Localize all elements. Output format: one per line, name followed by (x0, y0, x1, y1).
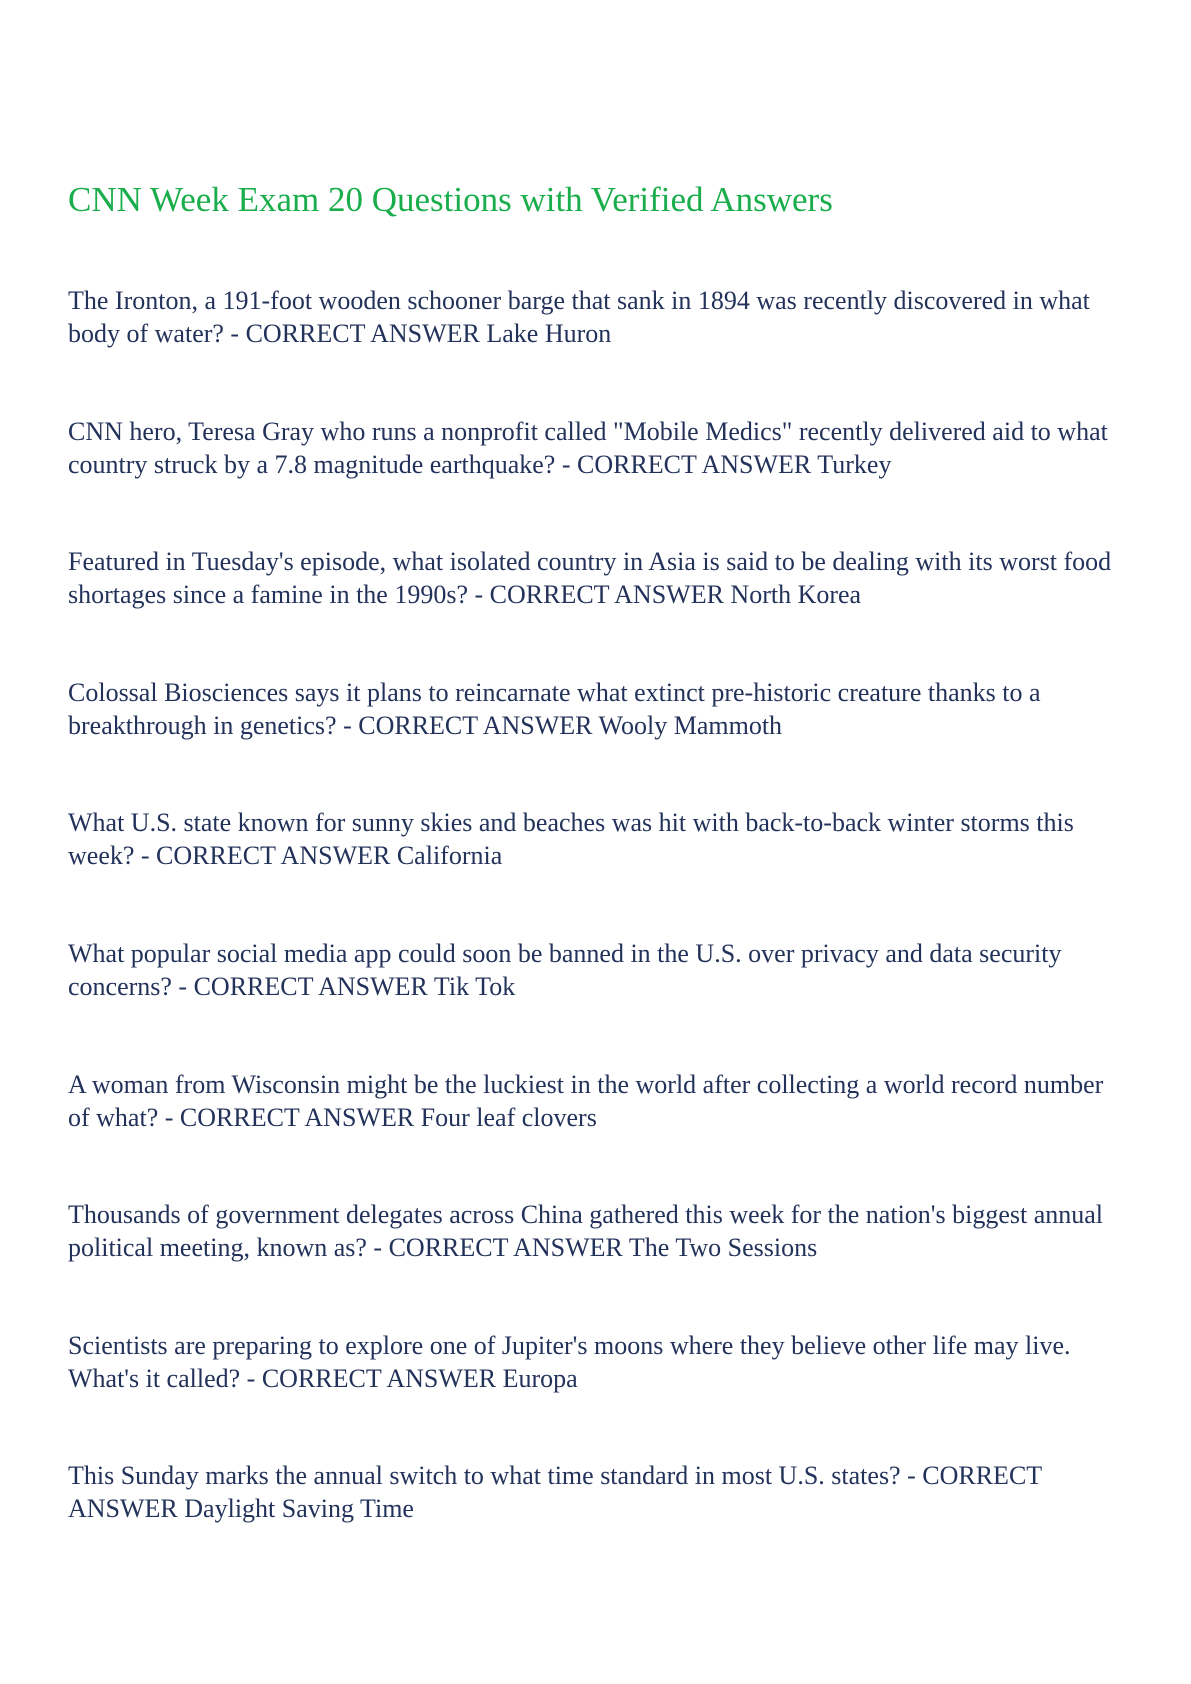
question-answer-item: A woman from Wisconsin might be the luckiest in the world after collecting a world record number of what? - CORRECT ANSWER Four leaf clovers (68, 1070, 1104, 1132)
document-title: CNN Week Exam 20 Questions with Verified Answers (68, 180, 833, 219)
question-answer-item: Scientists are preparing to explore one of Jupiter's moons where they believe other life may live. What's it called? - CORRECT ANSWER Europa (68, 1331, 1071, 1393)
question-answer-item: What popular social media app could soon be banned in the U.S. over privacy and data security concerns? - CORRECT ANSWER Tik Tok (68, 939, 1062, 1001)
question-answer-item: Featured in Tuesday's episode, what isolated country in Asia is said to be dealing with its worst food shortages since a famine in the 1990s? - CORRECT ANSWER North Korea (68, 547, 1112, 609)
question-answer-item: This Sunday marks the annual switch to what time standard in most U.S. states? - CORRECT ANSWER Daylight Saving Time (68, 1461, 1042, 1523)
question-answer-item: CNN hero, Teresa Gray who runs a nonprofit called "Mobile Medics" recently delivered aid to what country struck by a 7.8 magnitude earthquake? - CORRECT ANSWER Turkey (68, 417, 1108, 479)
question-answer-item: Colossal Biosciences says it plans to reincarnate what extinct pre-historic creature thanks to a breakthrough in genetics? - CORRECT ANSWER Wooly Mammoth (68, 678, 1041, 740)
question-answer-item: Thousands of government delegates across China gathered this week for the nation's biggest annual political meeting, known as? - CORRECT ANSWER The Two Sessions (68, 1200, 1104, 1262)
question-answer-item: The Ironton, a 191-foot wooden schooner barge that sank in 1894 was recently discovered in what body of water? - CORRECT ANSWER Lake Huron (68, 286, 1090, 348)
question-answer-item: What U.S. state known for sunny skies and beaches was hit with back-to-back winter storms this week? - CORRECT ANSWER California (68, 808, 1074, 870)
